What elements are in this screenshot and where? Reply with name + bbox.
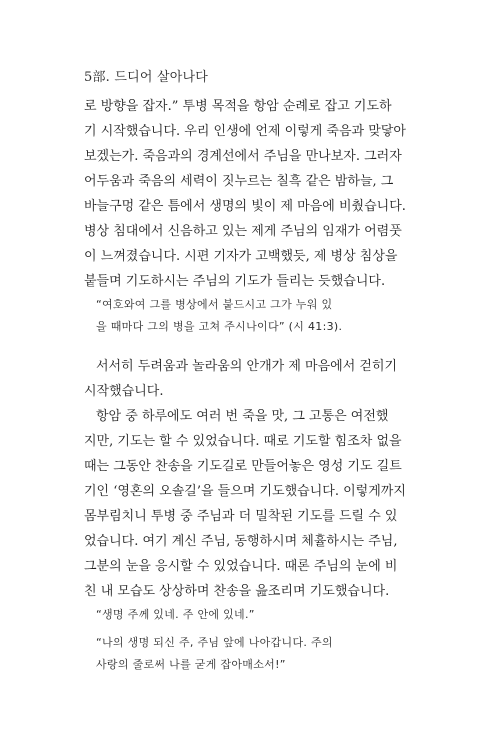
text-line: 때는 그동안 찬송을 기도길로 만들어놓은 영성 기도 길트 [84,459,402,474]
paragraph-3 [84,404,420,604]
hymn-quote-1 [84,604,420,626]
text-line: 몸부림치니 투병 중 주님과 더 밀착된 기도를 드릴 수 있 [84,509,398,524]
text-line: 친 내 모습도 상상하며 찬송을 읊조리며 기도했습니다. [84,584,390,599]
quote-line: “여호와여 그를 병상에서 붙드시고 그가 누워 있 [96,298,333,311]
text-line: 기 시작했습니다. 우리 인생에 언제 이렇게 죽음과 맞닿아 [84,124,406,139]
text-line: 항암 중 하루에도 여러 번 죽을 맛, 그 고통은 여전했 [96,409,389,424]
text-line: 보겠는가. 죽음과의 경계선에서 주님을 만나보자. 그러자 [84,149,402,164]
hymn-quote-2 [84,632,420,676]
paragraph-1 [84,94,420,294]
paragraph-2 [84,354,420,404]
text-line: 었습니다. 여기 계신 주님, 동행하시며 체휼하시는 주님, [84,534,398,549]
quote-line: “생명 주께 있네. 주 안에 있네.” [96,608,255,621]
text-line: 서서히 두려움과 놀라움의 안개가 제 마음에서 걷히기 [96,359,398,374]
text-line: 지만, 기도는 할 수 있었습니다. 때로 기도할 힘조차 없을 [84,434,402,449]
text-line: 병상 침대에서 신음하고 있는 제게 주님의 임재가 어렴풋 [84,224,402,239]
text-line: 어두움과 죽음의 세력이 짓누르는 칠흑 같은 밤하늘, 그 [84,174,394,189]
text-line: 기인 ‘영혼의 오솔길’을 들으며 기도했습니다. 이렇게까지 [84,484,406,499]
text-line: 그분의 눈을 응시할 수 있었습니다. 때론 주님의 눈에 비 [84,559,398,574]
text-line: 시작했습니다. [84,384,164,399]
text-line: 바늘구멍 같은 틈에서 생명의 빛이 제 마음에 비췄습니다. [84,199,406,214]
text-line: 붙들며 기도하시는 주님의 기도가 들리는 듯했습니다. [84,274,386,289]
text-line: 로 방향을 잡자.” 투병 목적을 항암 순례로 잡고 기도하 [84,99,392,114]
quote-line: 을 때마다 그의 병을 고쳐 주시나이다” (시 41:3). [96,320,343,333]
quote-line: 사랑의 줄로써 나를 굳게 잡아매소서!” [96,658,286,671]
scripture-quote-1 [84,294,420,338]
text-line: 이 느껴졌습니다. 시편 기자가 고백했듯, 제 병상 침상을 [84,249,398,264]
running-header: 5部. 드디어 살아나다 [84,70,208,85]
quote-line: “나의 생명 되신 주, 주님 앞에 나아갑니다. 주의 [96,636,333,649]
